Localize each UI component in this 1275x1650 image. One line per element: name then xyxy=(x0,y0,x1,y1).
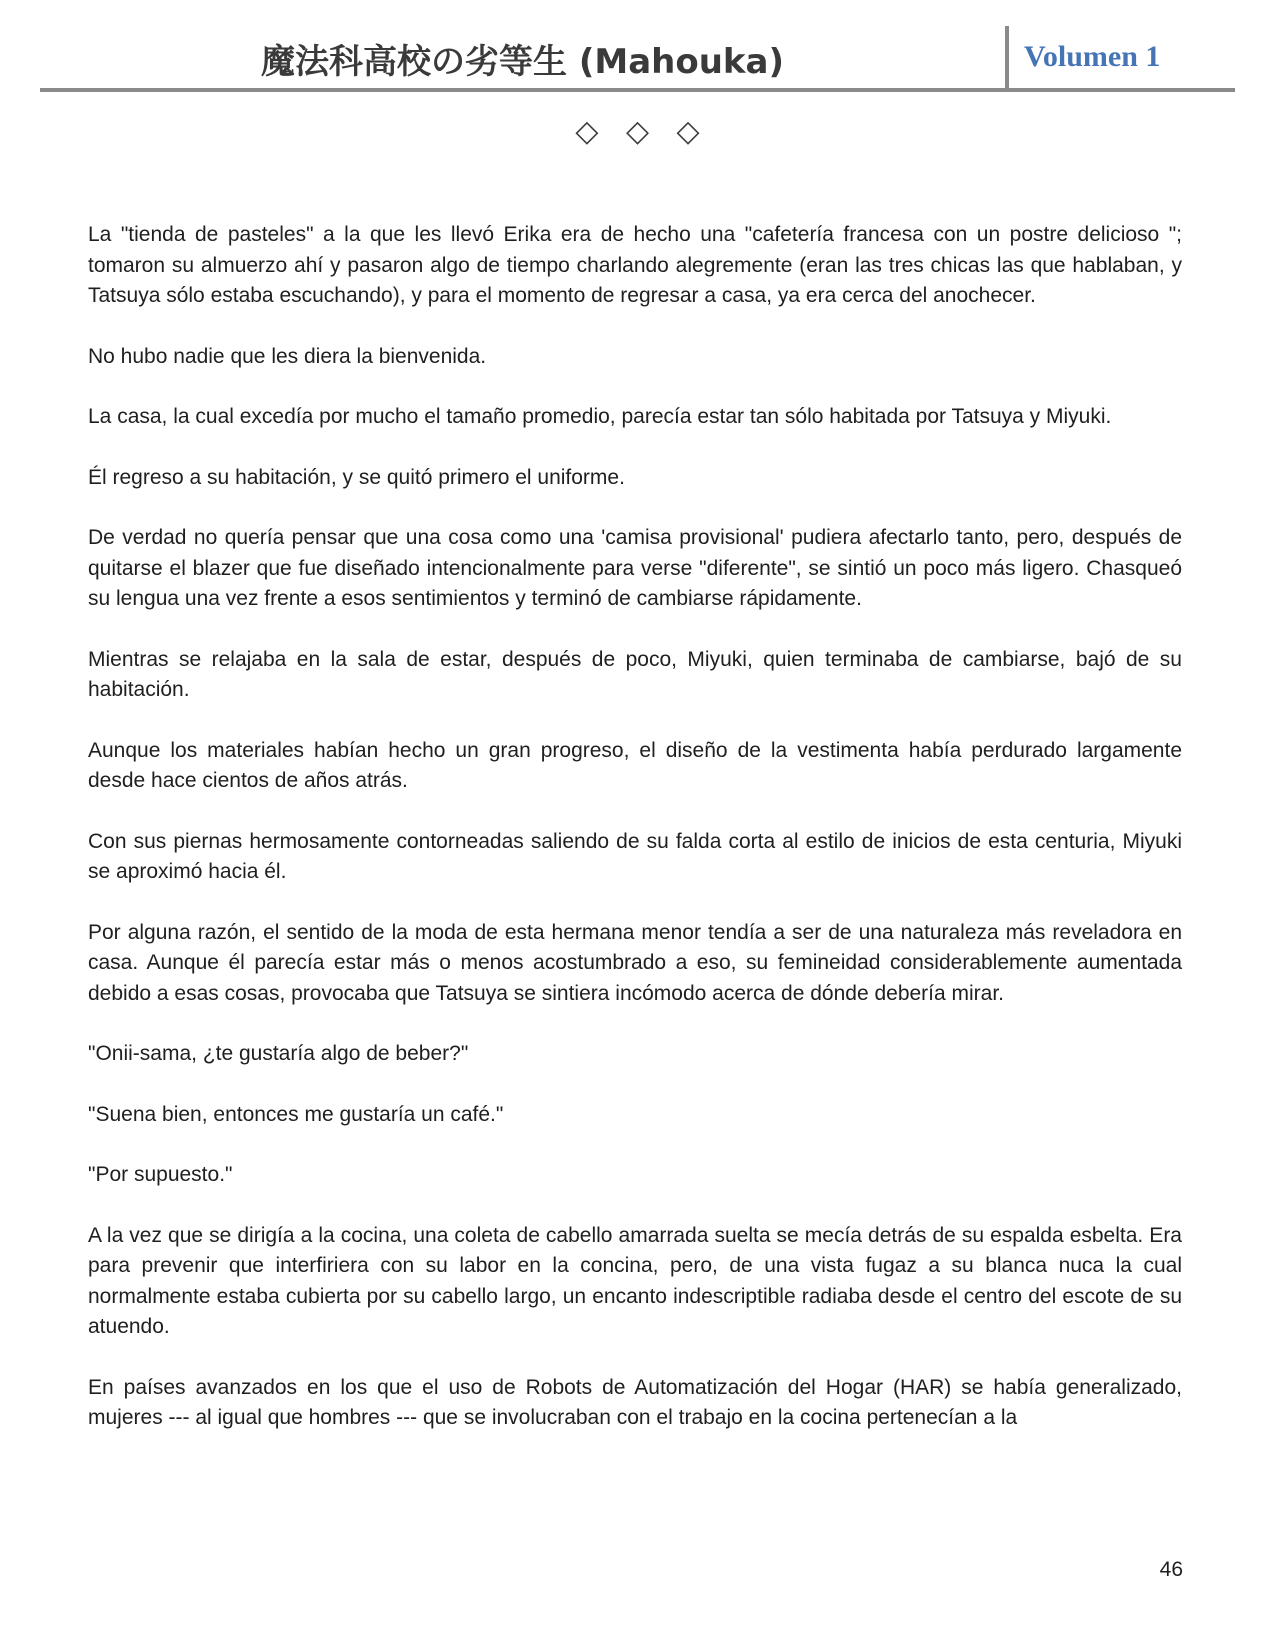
paragraph: No hubo nadie que les diera la bienvenida. xyxy=(88,344,487,368)
paragraph: Él regreso a su habitación, y se quitó primero el uniforme. xyxy=(88,465,625,489)
paragraph: Con sus piernas hermosamente contorneadas saliendo de su falda corta al estilo de inicios de esta centuria, Miyuki se aproximó hacia él. xyxy=(88,829,1182,883)
paragraph: La "tienda de pasteles" a la que les llevó Erika era de hecho una "cafetería francesa con un postre delicioso "; tomaron su almuerzo ahí y pasaron algo de tiempo charlando alegremente (eran las tres chicas las que hablaban, y Tatsuya sólo estaba escuchando), y para el momento de regresar a casa, ya era cerca del anochecer. xyxy=(88,223,1182,307)
paragraph: Aunque los materiales habían hecho un gran progreso, el diseño de la vestimenta había perdurado largamente desde hace cientos de años atrás. xyxy=(88,738,1182,792)
paragraph-dialogue: "Por supuesto." xyxy=(88,1163,233,1186)
paragraph-dialogue: "Suena bien, entonces me gustaría un café." xyxy=(88,1102,504,1126)
page-number: 46 xyxy=(1159,1558,1183,1581)
header-volume-cell xyxy=(1005,26,1235,88)
header-title-cell xyxy=(40,0,1005,88)
paragraph: A la vez que se dirigía a la cocina, una coleta de cabello amarrada suelta se mecía detrás de su espalda esbelta. Era para prevenir que interfiriera con su labor en la concina, pero, de una vista fugaz a su blanca nuca la cual normalmente estaba cubierta por su cabello largo, un encanto indescriptible radiaba desde el centro del escote de su atuendo. xyxy=(88,1223,1182,1338)
page-title: 魔法科高校の劣等生 (Mahouka) xyxy=(260,42,784,82)
body-text xyxy=(88,220,1182,1434)
paragraph: Mientras se relajaba en la sala de estar, después de poco, Miyuki, quien terminaba de cambiarse, bajó de su habitación. xyxy=(88,647,1182,701)
paragraph: De verdad no quería pensar que una cosa como una 'camisa provisional' pudiera afectarlo tanto, pero, después de quitarse el blazer que fue diseñado intencionalmente para verse "diferente", se sintió un poco más ligero. Chasqueó su lengua una vez frente a esos sentimientos y terminó de cambiarse rápidamente. xyxy=(88,526,1182,610)
paragraph-dialogue: "Onii-sama, ¿te gustaría algo de beber?" xyxy=(88,1042,469,1065)
paragraph: En países avanzados en los que el uso de Robots de Automatización del Hogar (HAR) se había generalizado, mujeres --- al igual que hombres --- que se involucraban con el trabajo en la cocina pertenecían a la xyxy=(88,1375,1182,1429)
paragraph: La casa, la cual excedía por mucho el tamaño promedio, parecía estar tan sólo habitada por Tatsuya y Miyuki. xyxy=(88,405,1112,428)
volume-label: Volumen 1 xyxy=(1024,40,1161,73)
page-header xyxy=(40,0,1235,92)
paragraph: Por alguna razón, el sentido de la moda de esta hermana menor tendía a ser de una naturaleza más reveladora en casa. Aunque él parecía estar más o menos acostumbrado a eso, su femineidad considerablemente aumentada debido a esas cosas, provocaba que Tatsuya se sintiera incómodo acerca de dónde debería mirar. xyxy=(88,920,1182,1005)
diamond-separator: ◇ ◇ ◇ xyxy=(575,114,709,149)
